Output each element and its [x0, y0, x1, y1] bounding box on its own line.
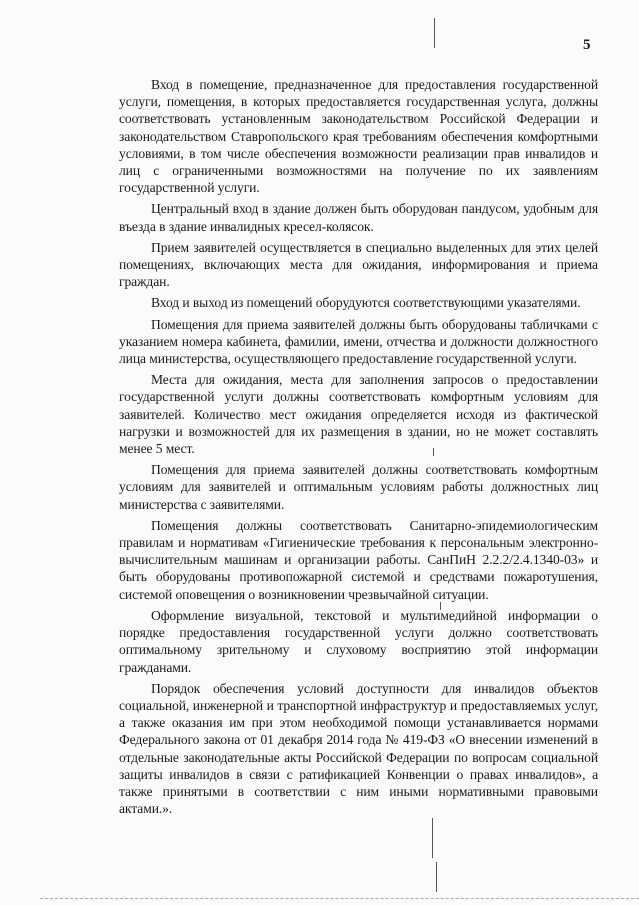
paragraph: Места для ожидания, места для заполнения запросов о предоставлении государственной услуги должны соответствовать комфортным условиям для заявителей. Количество мест ожидания определяется исходя из фактической нагрузки и возможностей для их размещения в здании, но не может составлять менее 5 мест. — [119, 372, 598, 457]
paragraph: Центральный вход в здание должен быть оборудован пандусом, удобным для въезда в здание инвалидных кресел-колясок. — [119, 201, 598, 234]
page-number: 5 — [583, 37, 591, 53]
scan-mark — [436, 862, 437, 892]
scan-mark — [432, 818, 433, 858]
document-body — [119, 76, 598, 817]
paragraph: Вход в помещение, предназначенное для предоставления государственной услуги, помещения, в которых предоставляется государственная услуга, должны соответствовать установленным законодательством Российской Федерации и законодательством Ставропольского края требованиям обеспечения комфортными условиями, в том числе обеспечения возможности реализации прав инвалидов и лиц с ограниченными возможностями на получение по их заявлениям государственной услуги. — [119, 77, 598, 196]
paragraph: Прием заявителей осуществляется в специально выделенных для этих целей помещениях, включающих места для ожидания, информирования и приема граждан. — [119, 239, 598, 290]
paragraph: Помещения должны соответствовать Санитарно-эпидемиологическим правилам и нормативам «Гигиенические требования к персональным электронно-вычислительным машинам и организации работы. СанПиН 2.2.2/2.4.1340-03» и быть оборудованы противопожарной системой и средствами пожаротушения, системой оповещения о возникновении чрезвычайной ситуации. — [119, 517, 598, 602]
paragraph: Оформление визуальной, текстовой и мультимедийной информации о порядке предоставления государственной услуги должно соответствовать оптимальному зрительному и слуховому восприятию этой информации гражданами. — [119, 607, 598, 675]
paragraph: Порядок обеспечения условий доступности для инвалидов объектов социальной, инженерной и транспортной инфраструктур и предоставляемых услуг, а также оказания им при этом необходимой помощи устанавливается нормами Федерального закона от 01 декабря 2014 года № 419-ФЗ «О внесении изменений в отдельные законодательные акты Российской Федерации по вопросам социальной защиты инвалидов в связи с ратификацией Конвенции о правах инвалидов», а также принятыми в соответствии с ним иными нормативными правовыми актами.». — [119, 680, 598, 817]
paragraph: Вход и выход из помещений оборудуются соответствующими указателями. — [151, 295, 581, 311]
paragraph: Помещения для приема заявителей должны быть оборудованы табличками с указанием номера кабинета, фамилии, имени, отчества и должности должностного лица министерства, осуществляющего предоставление государственной услуги. — [119, 316, 598, 367]
scan-mark — [434, 18, 435, 48]
scan-edge — [40, 898, 639, 900]
paragraph: Помещения для приема заявителей должны соответствовать комфортным условиям для заявителей и оптимальным условиям работы должностных лиц министерства с заявителями. — [119, 462, 598, 512]
